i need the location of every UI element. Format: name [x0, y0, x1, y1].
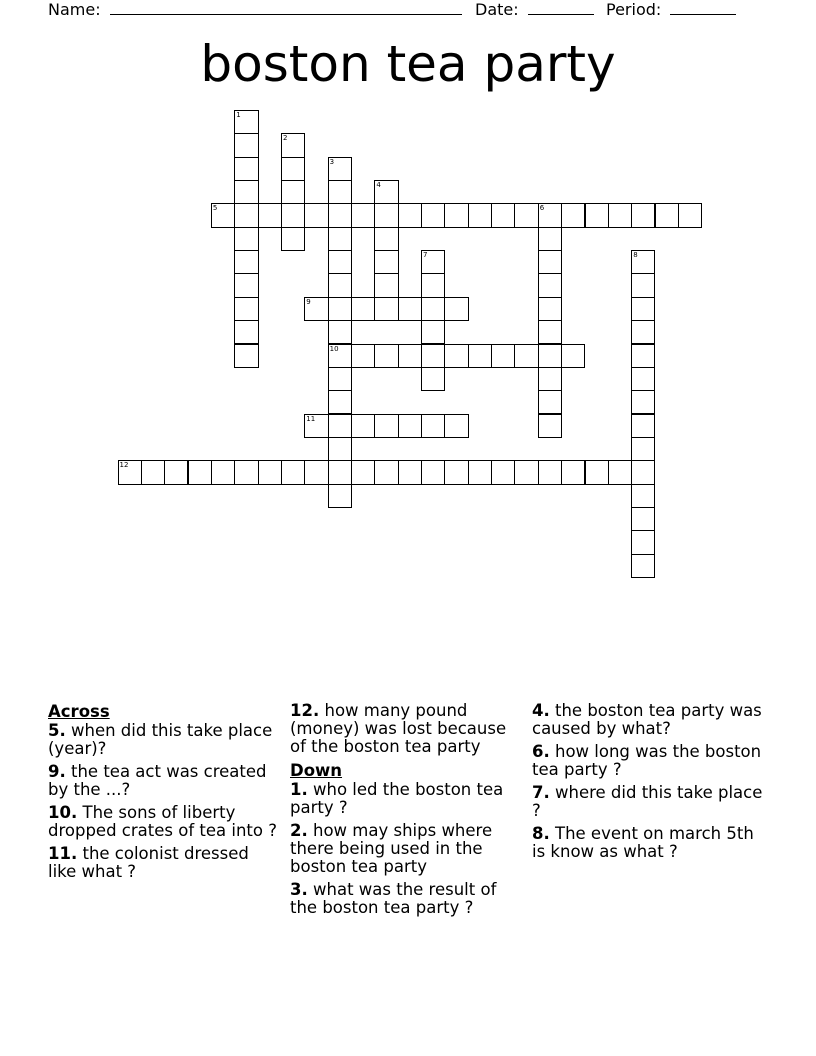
grid-cell[interactable]: [351, 297, 375, 321]
grid-cell[interactable]: [281, 157, 305, 181]
name-label: Name:: [48, 0, 101, 19]
grid-cell[interactable]: [234, 273, 258, 297]
clue-column-3: [532, 702, 764, 866]
clue-number: 7: [423, 251, 428, 260]
grid-cell[interactable]: [421, 320, 445, 344]
grid-cell[interactable]: [328, 203, 352, 227]
grid-cell[interactable]: [164, 460, 188, 484]
grid-cell[interactable]: [421, 273, 445, 297]
grid-cell[interactable]: [328, 344, 352, 368]
grid-cell[interactable]: [631, 390, 655, 414]
grid-cell[interactable]: [631, 460, 655, 484]
grid-cell[interactable]: [655, 203, 679, 227]
grid-cell[interactable]: [421, 414, 445, 438]
grid-cell[interactable]: [328, 437, 352, 461]
grid-cell[interactable]: [538, 250, 562, 274]
grid-cell[interactable]: [631, 484, 655, 508]
clue-number: 3: [329, 157, 335, 166]
down-clue-3: 3. what was the result of the boston tea party ?: [290, 880, 497, 917]
puzzle-title: boston tea party: [200, 35, 616, 93]
grid-cell[interactable]: [351, 344, 375, 368]
grid-cell[interactable]: [328, 273, 352, 297]
grid-cell[interactable]: [538, 297, 562, 321]
grid-cell[interactable]: [374, 180, 398, 204]
grid-cell[interactable]: [561, 344, 585, 368]
down-clue-2: 2. how may ships where there being used in the boston tea party: [290, 821, 493, 876]
grid-cell[interactable]: [281, 460, 305, 484]
grid-cell[interactable]: [398, 414, 422, 438]
grid-cell[interactable]: [678, 203, 702, 227]
clue-column-1: [48, 702, 280, 886]
grid-cell[interactable]: [631, 250, 655, 274]
grid-cell[interactable]: [328, 180, 352, 204]
grid-cell[interactable]: [328, 297, 352, 321]
down-clue-6: 6. how long was the boston tea party ?: [532, 742, 762, 779]
grid-cell[interactable]: [351, 460, 375, 484]
grid-cell[interactable]: [234, 180, 258, 204]
clue-number: 10: [329, 344, 339, 353]
grid-cell[interactable]: [328, 227, 352, 251]
grid-cell[interactable]: [608, 460, 632, 484]
across-clue-12: 12. how many pound (money) was lost because of the boston tea party: [290, 701, 507, 756]
grid-cell[interactable]: [328, 367, 352, 391]
grid-cell[interactable]: [281, 180, 305, 204]
grid-cell[interactable]: [585, 203, 609, 227]
grid-cell[interactable]: [631, 344, 655, 368]
grid-cell[interactable]: [538, 344, 562, 368]
grid-cell[interactable]: [141, 460, 165, 484]
grid-cell[interactable]: [444, 203, 468, 227]
grid-cell[interactable]: [328, 320, 352, 344]
down-clue-1: 1. who led the boston tea party ?: [290, 780, 504, 817]
grid-cell[interactable]: [631, 414, 655, 438]
grid-cell[interactable]: [444, 414, 468, 438]
clue-number: 1: [236, 111, 241, 119]
grid-cell[interactable]: [514, 344, 538, 368]
grid-cell[interactable]: [538, 460, 562, 484]
across-heading: Across: [48, 702, 110, 721]
grid-cell[interactable]: [281, 227, 305, 251]
grid-cell[interactable]: [304, 460, 328, 484]
grid-cell[interactable]: [211, 460, 235, 484]
clue-column-2: [290, 702, 522, 922]
grid-cell[interactable]: [188, 460, 212, 484]
grid-cell[interactable]: [234, 344, 258, 368]
grid-cell[interactable]: [328, 414, 352, 438]
grid-cell[interactable]: [374, 203, 398, 227]
grid-cell[interactable]: [468, 203, 492, 227]
grid-cell[interactable]: [444, 460, 468, 484]
grid-cell[interactable]: [514, 460, 538, 484]
grid-cell[interactable]: [328, 460, 352, 484]
grid-cell[interactable]: [211, 203, 235, 227]
across-clue-10: 10. The sons of liberty dropped crates of tea into ?: [48, 803, 277, 840]
grid-cell[interactable]: [374, 297, 398, 321]
grid-cell[interactable]: [421, 367, 445, 391]
grid-cell[interactable]: [468, 460, 492, 484]
grid-cell[interactable]: [304, 414, 328, 438]
grid-cell[interactable]: [374, 250, 398, 274]
grid-cell[interactable]: [491, 344, 515, 368]
grid-cell[interactable]: [468, 344, 492, 368]
grid-cell[interactable]: [374, 273, 398, 297]
grid-cell[interactable]: [234, 460, 258, 484]
grid-cell[interactable]: [631, 367, 655, 391]
grid-cell[interactable]: [328, 157, 352, 181]
grid-cell[interactable]: [281, 133, 305, 157]
clue-number: 9: [306, 297, 311, 306]
period-label: Period:: [606, 0, 662, 19]
down-clue-4: 4. the boston tea party was caused by what?: [532, 701, 762, 738]
grid-cell[interactable]: [421, 250, 445, 274]
grid-cell[interactable]: [234, 157, 258, 181]
grid-cell[interactable]: [374, 414, 398, 438]
grid-cell[interactable]: [561, 203, 585, 227]
grid-cell[interactable]: [304, 297, 328, 321]
grid-cell[interactable]: [234, 133, 258, 157]
grid-cell[interactable]: [374, 227, 398, 251]
grid-cell[interactable]: [491, 460, 515, 484]
grid-cell[interactable]: [351, 203, 375, 227]
down-heading: Down: [290, 761, 343, 780]
grid-cell[interactable]: [631, 203, 655, 227]
grid-cell[interactable]: [538, 390, 562, 414]
grid-cell[interactable]: [328, 250, 352, 274]
grid-cell[interactable]: [538, 320, 562, 344]
clue-number: 12: [119, 461, 129, 470]
grid-cell[interactable]: [421, 460, 445, 484]
grid-cell[interactable]: [398, 203, 422, 227]
down-clue-7: 7. where did this take place ?: [532, 783, 763, 820]
grid-cell[interactable]: [631, 297, 655, 321]
grid-cell[interactable]: [444, 297, 468, 321]
grid-cell[interactable]: [234, 203, 258, 227]
grid-cell[interactable]: [631, 273, 655, 297]
clue-number: 6: [539, 204, 545, 213]
grid-cell[interactable]: [561, 460, 585, 484]
grid-cell[interactable]: [374, 460, 398, 484]
grid-cell[interactable]: [631, 507, 655, 531]
grid-cell[interactable]: [538, 273, 562, 297]
down-clue-8: 8. The event on march 5th is know as what ?: [532, 824, 754, 861]
clue-number: 8: [633, 251, 638, 260]
grid-cell[interactable]: [281, 203, 305, 227]
grid-cell[interactable]: [631, 437, 655, 461]
grid-cell[interactable]: [538, 227, 562, 251]
grid-cell[interactable]: [444, 344, 468, 368]
grid-cell[interactable]: [585, 460, 609, 484]
grid-cell[interactable]: [328, 390, 352, 414]
grid-cell[interactable]: [351, 414, 375, 438]
grid-cell[interactable]: [538, 367, 562, 391]
grid-cell[interactable]: [421, 203, 445, 227]
grid-cell[interactable]: [398, 344, 422, 368]
grid-cell[interactable]: [631, 320, 655, 344]
across-clue-9: 9. the tea act was created by the ...?: [48, 762, 267, 799]
grid-cell[interactable]: [514, 203, 538, 227]
clue-number: 11: [306, 414, 316, 423]
grid-cell[interactable]: [258, 460, 282, 484]
grid-cell[interactable]: [304, 203, 328, 227]
clue-number: 4: [376, 181, 381, 190]
grid-cell[interactable]: [631, 554, 655, 578]
grid-cell[interactable]: [374, 344, 398, 368]
grid-cell[interactable]: [538, 414, 562, 438]
grid-cell[interactable]: [258, 203, 282, 227]
clue-number: 2: [282, 134, 288, 143]
grid-cell[interactable]: [491, 203, 515, 227]
across-clue-5: 5. when did this take place (year)?: [48, 721, 273, 758]
grid-cell[interactable]: [234, 227, 258, 251]
grid-cell[interactable]: [234, 297, 258, 321]
grid-cell[interactable]: [234, 320, 258, 344]
grid-cell[interactable]: [398, 460, 422, 484]
date-label: Date:: [475, 0, 519, 19]
grid-cell[interactable]: [421, 344, 445, 368]
grid-cell[interactable]: [328, 484, 352, 508]
grid-cell[interactable]: [234, 110, 258, 134]
clue-number: 5: [212, 204, 218, 213]
across-clue-11: 11. the colonist dressed like what ?: [48, 844, 249, 881]
grid-cell[interactable]: [538, 203, 562, 227]
grid-cell[interactable]: [608, 203, 632, 227]
grid-cell[interactable]: [398, 297, 422, 321]
grid-cell[interactable]: [421, 297, 445, 321]
grid-cell[interactable]: [631, 530, 655, 554]
grid-cell[interactable]: [118, 460, 142, 484]
grid-cell[interactable]: [234, 250, 258, 274]
